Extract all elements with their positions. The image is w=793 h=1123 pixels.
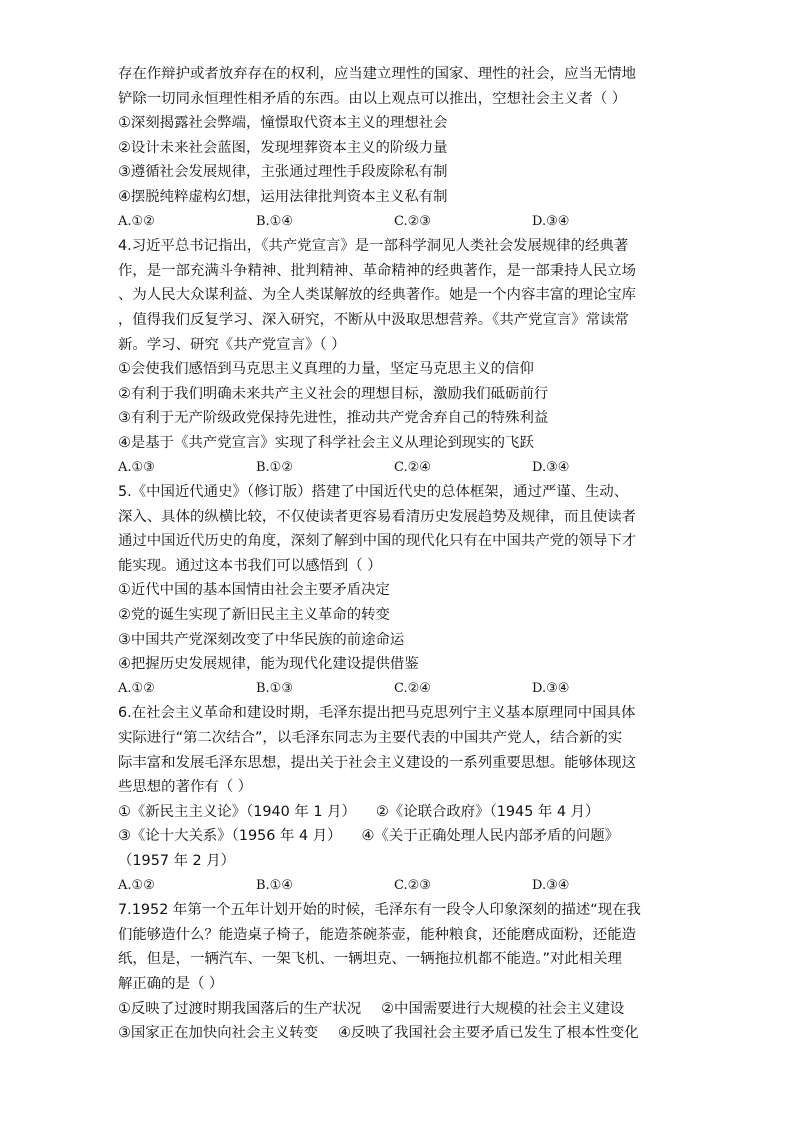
- q3-item: ④摆脱纯粹虚构幻想，运用法律批判资本主义私有制: [118, 188, 448, 205]
- q5-stem-line: 深入、具体的纵横比较，不仅使读者更容易看清历史发展趋势及规律，而且使读者: [118, 508, 637, 525]
- q3-item: ①深刻揭露社会弊端，憧憬取代资本主义的理想社会: [118, 115, 448, 132]
- q7-item-row: [118, 1021, 678, 1046]
- q5-stem-line: 能实现。通过这本书我们可以感悟到（ ）: [118, 557, 382, 574]
- q4-options: [118, 456, 678, 481]
- q5-stem-line: 5.《中国近代通史》（修订版）搭建了中国近代史的总体框架，通过严谨、生动、: [118, 484, 629, 501]
- q7-item: ④反映了我国社会主要矛盾已发生了根本性变化: [337, 1025, 639, 1042]
- q6-item: ④《关于正确处理人民内部矛盾的问题》: [361, 828, 620, 845]
- exam-page: [118, 62, 678, 1046]
- q7-item: ①反映了过渡时期我国落后的生产状况: [118, 1000, 362, 1017]
- q7-item: ②中国需要进行大规模的社会主义建设: [381, 1000, 625, 1017]
- q6-stem-line: 些思想的著作有（ ）: [118, 779, 253, 796]
- q5-item: ②党的诞生实现了新旧民主主义革命的转变: [118, 607, 390, 624]
- q4-option-b: B.①②: [256, 459, 293, 475]
- q7-stem-line: 们能够造什么？能造桌子椅子，能造茶碗茶壶，能种粮食，还能磨成面粉，还能造: [118, 926, 637, 943]
- q3-option-c: C.②③: [394, 213, 431, 229]
- q4-stem-line: 、为人民大众谋利益、为全人类谋解放的经典著作。她是一个内容丰富的理论宝库: [118, 287, 637, 304]
- q6-option-d: D.③④: [532, 877, 570, 893]
- q5-stem-line: 通过中国近代历史的角度，深刻了解到中国的现代化只有在中国共产党的领导下才: [118, 533, 637, 550]
- q4-option-d: D.③④: [532, 459, 570, 475]
- q6-option-a: A.①②: [118, 877, 155, 893]
- q6-item-row: [118, 824, 678, 849]
- q6-item: ①《新民主主义论》（1940 年 1 月）: [118, 803, 356, 820]
- q3-option-b: B.①④: [256, 213, 293, 229]
- q7-item-row: [118, 997, 678, 1022]
- q6-item: ②《论联合政府》（1945 年 4 月）: [375, 803, 600, 820]
- q3-option-a: A.①②: [118, 213, 155, 229]
- q4-stem-line: ，值得我们反复学习、深入研究，不断从中汲取思想营养。《共产党宣言》常读常: [118, 311, 629, 328]
- q4-stem-line: 4.习近平总书记指出，《共产党宣言》是一部科学洞见人类社会发展规律的经典著: [118, 238, 629, 255]
- q3-item: ③遵循社会发展规律，主张通过理性手段废除私有制: [118, 164, 448, 181]
- q7-item: ③国家正在加快向社会主义转变: [118, 1025, 318, 1042]
- q4-stem-line: 新。学习、研究《共产党宣言》（ ）: [118, 336, 346, 353]
- q6-item-continuation: （1957 年 2 月）: [118, 853, 236, 869]
- q7-stem-line: 解正确的是（ ）: [118, 975, 224, 992]
- q5-item: ③中国共产党深刻改变了中华民族的前途命运: [118, 631, 405, 648]
- q3-stem-line: 存在作辩护或者放弃存在的权利，应当建立理性的国家、理性的社会，应当无情地: [118, 66, 637, 82]
- q3-item: ②设计未来社会蓝图，发现埋葬资本主义的阶级力量: [118, 139, 448, 156]
- q6-option-c: C.②③: [394, 877, 431, 893]
- q6-option-b: B.①④: [256, 877, 293, 893]
- q6-item-row: [118, 800, 678, 825]
- q6-options: [118, 874, 678, 899]
- q5-item: ①近代中国的基本国情由社会主要矛盾决定: [118, 582, 390, 599]
- q4-item: ④是基于《共产党宣言》实现了科学社会主义从理论到现实的飞跃: [118, 434, 534, 451]
- q5-options: [118, 677, 678, 702]
- q4-item: ②有利于我们明确未来共产主义社会的理想目标，激励我们砥砺前行: [118, 385, 549, 402]
- q5-option-b: B.①③: [256, 680, 293, 696]
- q5-option-c: C.②④: [394, 680, 431, 696]
- q4-stem-line: 作，是一部充满斗争精神、批判精神、革命精神的经典著作，是一部秉持人民立场: [118, 262, 637, 279]
- q6-stem-line: 实际进行“第二次结合”，以毛泽东同志为主要代表的中国共产党人，结合新的实: [118, 730, 623, 747]
- q7-stem-line: 7.1952 年第一个五年计划开始的时候，毛泽东有一段令人印象深刻的描述“现在我: [118, 902, 641, 919]
- q6-item: ③《论十大关系》（1956 年 4 月）: [118, 828, 342, 845]
- q5-item: ④把握历史发展规律，能为现代化建设提供借鉴: [118, 656, 419, 673]
- q3-options: [118, 210, 678, 235]
- q3-stem-line: 铲除一切同永恒理性相矛盾的东西。由以上观点可以推出，空想社会主义者（ ）: [118, 90, 627, 107]
- q4-item: ①会使我们感悟到马克思主义真理的力量，坚定马克思主义的信仰: [118, 361, 534, 378]
- q4-item: ③有利于无产阶级政党保持先进性，推动共产党舍弃自己的特殊利益: [118, 410, 549, 427]
- q4-option-c: C.②④: [394, 459, 431, 475]
- q6-stem-line: 际丰富和发展毛泽东思想，提出关于社会主义建设的一系列重要思想。能够体现这: [118, 754, 637, 771]
- q5-option-d: D.③④: [532, 680, 570, 696]
- q3-option-d: D.③④: [532, 213, 570, 229]
- q6-stem-line: 6.在社会主义革命和建设时期，毛泽东提出把马克思列宁主义基本原理同中国具体: [118, 705, 636, 722]
- q4-option-a: A.①③: [118, 459, 155, 475]
- q7-stem-line: 纸，但是，一辆汽车、一架飞机、一辆坦克、一辆拖拉机都不能造。”对此相关理: [118, 951, 622, 968]
- q5-option-a: A.①②: [118, 680, 155, 696]
